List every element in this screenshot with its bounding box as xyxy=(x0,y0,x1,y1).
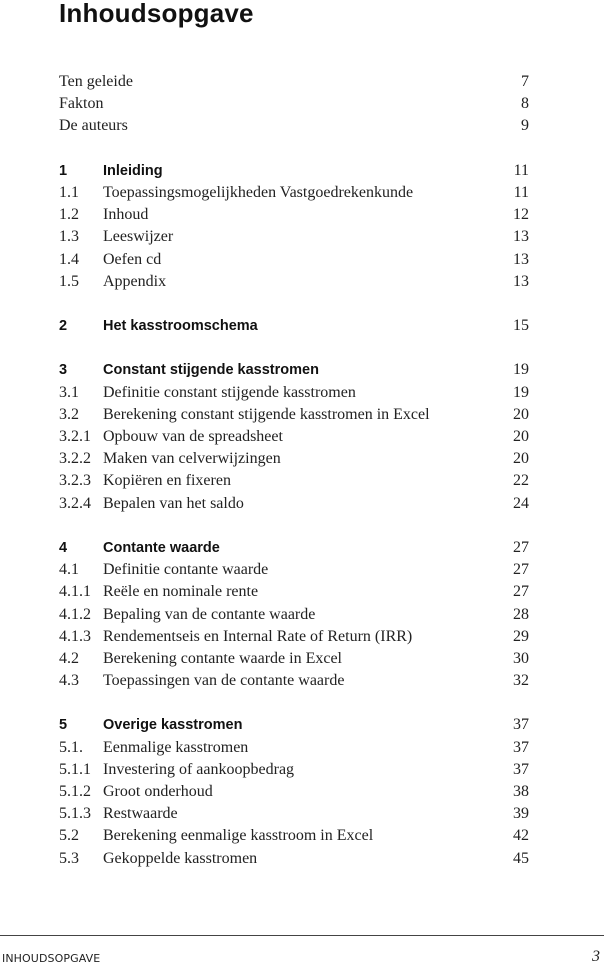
section-page: 45 xyxy=(513,849,529,867)
chapter-number: 4 xyxy=(59,539,68,556)
spacer xyxy=(59,515,529,537)
section-number: 5.1.3 xyxy=(59,805,91,823)
section-title: Bepalen van het saldo xyxy=(103,494,244,512)
spacer xyxy=(59,138,529,160)
toc-entry-title: Fakton xyxy=(59,95,104,113)
section-page: 38 xyxy=(513,783,529,800)
section-title: Restwaarde xyxy=(103,805,178,823)
section-title: Toepassingen van de contante waarde xyxy=(103,672,345,690)
section-number: 3.2.3 xyxy=(59,472,91,490)
toc-chapter-3[interactable] xyxy=(59,359,529,381)
section-number: 3.2 xyxy=(59,405,79,423)
section-page: 37 xyxy=(513,760,529,778)
toc-section[interactable] xyxy=(59,448,529,470)
toc-entry-page: 7 xyxy=(521,73,529,90)
section-page: 32 xyxy=(513,672,529,690)
section-title: Kopiëren en fixeren xyxy=(103,472,231,490)
chapter-title: Inleiding xyxy=(103,162,163,179)
section-page: 13 xyxy=(513,250,529,268)
chapter-number: 3 xyxy=(59,362,68,379)
toc-section[interactable] xyxy=(59,404,529,426)
section-page: 30 xyxy=(513,649,529,667)
toc-section[interactable] xyxy=(59,604,529,626)
chapter-title: Het kasstroomschema xyxy=(103,318,258,335)
section-page: 37 xyxy=(513,738,529,756)
section-number: 5.1.2 xyxy=(59,783,91,800)
section-page: 27 xyxy=(513,561,529,579)
chapter-number: 5 xyxy=(59,717,68,734)
section-number: 4.2 xyxy=(59,649,79,667)
chapter-page: 19 xyxy=(513,361,529,379)
section-title: Berekening constant stijgende kasstromen in Excel xyxy=(103,405,430,423)
toc-entry-ten-geleide[interactable] xyxy=(59,71,529,93)
toc-section[interactable] xyxy=(59,271,529,293)
page-number: 3 xyxy=(592,948,600,965)
section-number: 4.3 xyxy=(59,672,79,690)
section-number: 5.1.1 xyxy=(59,760,91,778)
section-title: Groot onderhoud xyxy=(103,783,213,800)
section-number: 3.2.1 xyxy=(59,428,91,445)
toc-section[interactable] xyxy=(59,737,529,759)
chapter-page: 27 xyxy=(513,538,529,556)
toc-section[interactable] xyxy=(59,759,529,781)
section-page: 42 xyxy=(513,827,529,845)
footer-divider xyxy=(0,935,604,936)
section-page: 13 xyxy=(513,272,529,290)
toc-section[interactable] xyxy=(59,581,529,603)
toc-section[interactable] xyxy=(59,559,529,581)
toc-section[interactable] xyxy=(59,249,529,271)
section-page: 20 xyxy=(513,450,529,468)
section-page: 39 xyxy=(513,805,529,823)
section-number: 1.3 xyxy=(59,228,79,246)
toc-entry-fakton[interactable] xyxy=(59,93,529,115)
toc-section[interactable] xyxy=(59,382,529,404)
chapter-number: 1 xyxy=(59,162,68,179)
section-number: 4.1.2 xyxy=(59,605,91,623)
running-footer-label: INHOUDSOPGAVE xyxy=(2,952,101,965)
section-page: 28 xyxy=(513,605,529,623)
chapter-number: 2 xyxy=(59,318,68,335)
page-title: Inhoudsopgave xyxy=(59,0,254,28)
toc-entry-de-auteurs[interactable] xyxy=(59,115,529,137)
section-number: 3.2.4 xyxy=(59,494,91,512)
section-page: 20 xyxy=(513,428,529,445)
section-title: Oefen cd xyxy=(103,250,162,268)
section-title: Gekoppelde kasstromen xyxy=(103,849,258,867)
section-number: 5.3 xyxy=(59,849,79,867)
section-page: 20 xyxy=(513,405,529,423)
chapter-page: 37 xyxy=(513,716,529,734)
chapter-page: 15 xyxy=(513,317,529,335)
section-title: Berekening contante waarde in Excel xyxy=(103,649,342,667)
section-number: 4.1.3 xyxy=(59,627,91,645)
toc-section[interactable] xyxy=(59,182,529,204)
section-number: 4.1 xyxy=(59,561,79,579)
chapter-page: 11 xyxy=(513,161,529,179)
section-title: Berekening eenmalige kasstroom in Excel xyxy=(103,827,374,845)
toc-section[interactable] xyxy=(59,825,529,847)
toc-section[interactable] xyxy=(59,848,529,870)
section-page: 27 xyxy=(513,583,529,601)
toc-section[interactable] xyxy=(59,470,529,492)
section-page: 13 xyxy=(513,228,529,246)
toc-chapter-1[interactable] xyxy=(59,160,529,182)
toc-entry-title: Ten geleide xyxy=(59,73,133,90)
toc-section[interactable] xyxy=(59,670,529,692)
section-title: Inhoud xyxy=(103,206,149,224)
chapter-title: Overige kasstromen xyxy=(103,717,243,734)
toc-chapter-5[interactable] xyxy=(59,714,529,736)
toc-entry-page: 8 xyxy=(521,95,529,113)
section-title: Appendix xyxy=(103,272,167,290)
section-number: 5.1. xyxy=(59,738,83,756)
section-title: Definitie constant stijgende kasstromen xyxy=(103,383,356,401)
section-page: 11 xyxy=(513,183,529,201)
section-number: 3.2.2 xyxy=(59,450,91,468)
toc-section[interactable] xyxy=(59,626,529,648)
section-title: Opbouw van de spreadsheet xyxy=(103,428,283,445)
section-title: Definitie contante waarde xyxy=(103,561,269,579)
section-title: Investering of aankoopbedrag xyxy=(103,760,295,778)
section-title: Leeswijzer xyxy=(103,228,174,246)
toc-chapter-2[interactable] xyxy=(59,315,529,337)
spacer xyxy=(59,293,529,315)
toc-section[interactable] xyxy=(59,803,529,825)
table-of-contents xyxy=(59,71,529,870)
chapter-title: Constant stijgende kasstromen xyxy=(103,362,319,379)
toc-entry-title: De auteurs xyxy=(59,117,128,135)
section-number: 3.1 xyxy=(59,383,79,401)
section-page: 24 xyxy=(513,494,529,512)
section-page: 12 xyxy=(513,206,529,224)
spacer xyxy=(59,692,529,714)
section-page: 22 xyxy=(513,472,529,490)
toc-section[interactable] xyxy=(59,426,529,448)
chapter-title: Contante waarde xyxy=(103,539,220,556)
section-title: Bepaling van de contante waarde xyxy=(103,605,316,623)
section-number: 5.2 xyxy=(59,827,79,845)
toc-section[interactable] xyxy=(59,226,529,248)
toc-chapter-4[interactable] xyxy=(59,537,529,559)
toc-section[interactable] xyxy=(59,781,529,803)
toc-entry-page: 9 xyxy=(521,117,529,135)
section-number: 1.4 xyxy=(59,250,79,268)
toc-section[interactable] xyxy=(59,493,529,515)
section-title: Eenmalige kasstromen xyxy=(103,738,249,756)
section-page: 19 xyxy=(513,383,529,401)
section-title: Toepassingsmogelijkheden Vastgoedrekenkunde xyxy=(103,183,414,201)
section-number: 1.1 xyxy=(59,183,79,201)
toc-section[interactable] xyxy=(59,648,529,670)
section-number: 4.1.1 xyxy=(59,583,91,601)
section-title: Maken van celverwijzingen xyxy=(103,450,281,468)
section-title: Reële en nominale rente xyxy=(103,583,259,601)
section-number: 1.2 xyxy=(59,206,79,224)
toc-section[interactable] xyxy=(59,204,529,226)
section-page: 29 xyxy=(513,627,529,645)
section-title: Rendementseis en Internal Rate of Return (IRR) xyxy=(103,627,413,645)
section-number: 1.5 xyxy=(59,272,79,290)
spacer xyxy=(59,337,529,359)
